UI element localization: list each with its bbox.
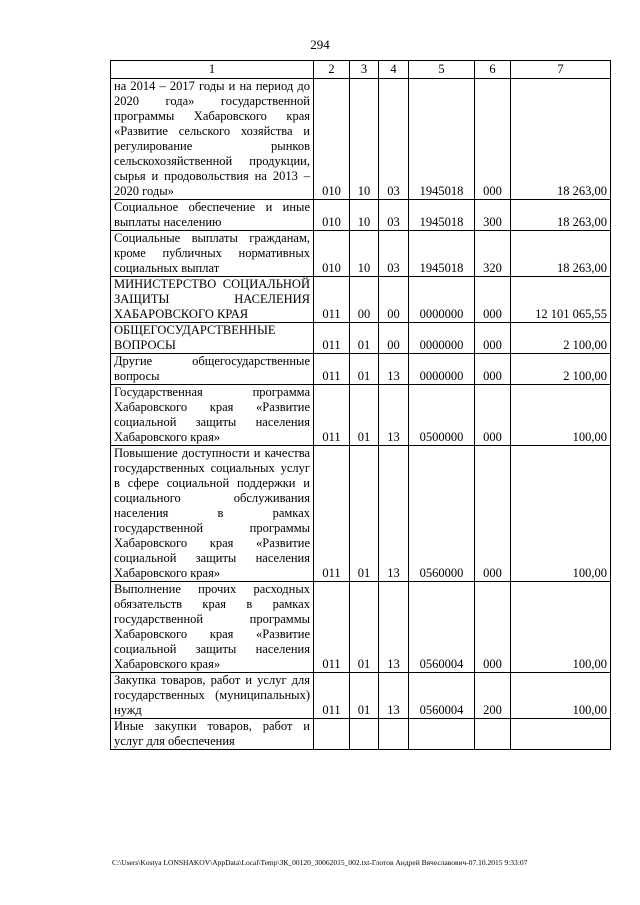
cell-col-2: 011 — [314, 446, 350, 582]
row-description: Социальные выплаты гражданам, кроме публичных нормативных социальных выплат — [111, 231, 314, 277]
cell-col-4: 00 — [379, 323, 409, 354]
row-description: Повышение доступности и качества государственных социальных услуг в сфере социальной поддержки и социального обслуживания населения в рамках государственной программы Хабаровского края «Развитие социальной защиты населения Хабаровского края» — [111, 446, 314, 582]
cell-col-5: 1945018 — [409, 79, 475, 200]
cell-col-5: 0500000 — [409, 385, 475, 446]
header-col-1: 1 — [111, 61, 314, 79]
cell-col-5: 0560004 — [409, 582, 475, 673]
cell-col-5: 1945018 — [409, 200, 475, 231]
cell-col-3: 01 — [350, 354, 379, 385]
table-row — [111, 79, 611, 200]
cell-col-5: 1945018 — [409, 231, 475, 277]
cell-col-3: 01 — [350, 323, 379, 354]
cell-col-5 — [409, 719, 475, 750]
cell-col-4: 13 — [379, 385, 409, 446]
cell-col-6: 000 — [475, 446, 511, 582]
cell-col-2: 010 — [314, 231, 350, 277]
cell-col-5: 0000000 — [409, 277, 475, 323]
cell-col-6: 000 — [475, 277, 511, 323]
footer-file-path: C:\Users\Kostya LONSHAKOV\AppData\Local\Temp\ЗК_00120_30062015_002.txt-Глотов Андрей Вячеславович-07.10.2015 9:33:07 — [112, 858, 528, 867]
table-row — [111, 446, 611, 582]
cell-col-6: 000 — [475, 582, 511, 673]
cell-col-4: 13 — [379, 446, 409, 582]
cell-col-3 — [350, 719, 379, 750]
header-col-5: 5 — [409, 61, 475, 79]
header-row — [111, 61, 611, 79]
cell-amount: 18 263,00 — [511, 231, 611, 277]
cell-col-2: 011 — [314, 385, 350, 446]
row-description: Выполнение прочих расходных обязательств края в рамках государственной программы Хабаровского края «Развитие социальной защиты населения Хабаровского края» — [111, 582, 314, 673]
cell-col-5: 0000000 — [409, 354, 475, 385]
cell-col-6: 000 — [475, 323, 511, 354]
cell-col-4: 00 — [379, 277, 409, 323]
row-description: Закупка товаров, работ и услуг для государственных (муниципальных) нужд — [111, 673, 314, 719]
cell-col-2: 011 — [314, 582, 350, 673]
header-col-2: 2 — [314, 61, 350, 79]
header-col-6: 6 — [475, 61, 511, 79]
cell-col-4: 13 — [379, 673, 409, 719]
row-description: МИНИСТЕРСТВО СОЦИАЛЬНОЙ ЗАЩИТЫ НАСЕЛЕНИЯ ХАБАРОВСКОГО КРАЯ — [111, 277, 314, 323]
cell-col-6: 000 — [475, 385, 511, 446]
cell-col-4 — [379, 719, 409, 750]
cell-col-3: 00 — [350, 277, 379, 323]
row-description: на 2014 – 2017 годы и на период до 2020 года» государственной программы Хабаровского края «Развитие сельского хозяйства и регулирование рынков сельскохозяйственной продукции, сырья и продовольствия на 2013 – 2020 годы» — [111, 79, 314, 200]
row-description: Социальное обеспечение и иные выплаты населению — [111, 200, 314, 231]
table-row — [111, 385, 611, 446]
cell-col-2: 011 — [314, 354, 350, 385]
cell-col-6: 000 — [475, 354, 511, 385]
cell-col-4: 13 — [379, 582, 409, 673]
cell-col-3: 10 — [350, 231, 379, 277]
cell-col-2: 011 — [314, 673, 350, 719]
cell-col-3: 10 — [350, 79, 379, 200]
cell-amount — [511, 719, 611, 750]
header-col-4: 4 — [379, 61, 409, 79]
cell-amount: 18 263,00 — [511, 200, 611, 231]
table-row — [111, 673, 611, 719]
table-row — [111, 200, 611, 231]
cell-col-4: 13 — [379, 354, 409, 385]
cell-col-2: 010 — [314, 79, 350, 200]
cell-col-6: 300 — [475, 200, 511, 231]
cell-amount: 2 100,00 — [511, 323, 611, 354]
table-row — [111, 354, 611, 385]
table-row — [111, 231, 611, 277]
budget-table — [110, 60, 611, 750]
header-col-3: 3 — [350, 61, 379, 79]
cell-col-5: 0000000 — [409, 323, 475, 354]
cell-col-6 — [475, 719, 511, 750]
row-description: Иные закупки товаров, работ и услуг для обеспечения — [111, 719, 314, 750]
header-col-7: 7 — [511, 61, 611, 79]
table-row — [111, 582, 611, 673]
cell-amount: 100,00 — [511, 385, 611, 446]
cell-col-6: 320 — [475, 231, 511, 277]
cell-col-2 — [314, 719, 350, 750]
cell-col-3: 01 — [350, 673, 379, 719]
table-row — [111, 719, 611, 750]
table-row — [111, 277, 611, 323]
cell-col-3: 10 — [350, 200, 379, 231]
cell-amount: 100,00 — [511, 446, 611, 582]
cell-amount: 12 101 065,55 — [511, 277, 611, 323]
row-description: Государственная программа Хабаровского края «Развитие социальной защиты населения Хабаровского края» — [111, 385, 314, 446]
cell-col-2: 010 — [314, 200, 350, 231]
cell-col-2: 011 — [314, 277, 350, 323]
cell-amount: 18 263,00 — [511, 79, 611, 200]
cell-col-4: 03 — [379, 200, 409, 231]
cell-amount: 100,00 — [511, 673, 611, 719]
cell-amount: 100,00 — [511, 582, 611, 673]
cell-col-3: 01 — [350, 582, 379, 673]
row-description: ОБЩЕГОСУДАРСТВЕННЫЕ ВОПРОСЫ — [111, 323, 314, 354]
cell-col-6: 200 — [475, 673, 511, 719]
cell-col-5: 0560000 — [409, 446, 475, 582]
page-number: 294 — [310, 37, 330, 52]
row-description: Другие общегосударственные вопросы — [111, 354, 314, 385]
table-row — [111, 323, 611, 354]
cell-col-5: 0560004 — [409, 673, 475, 719]
cell-col-2: 011 — [314, 323, 350, 354]
cell-amount: 2 100,00 — [511, 354, 611, 385]
cell-col-4: 03 — [379, 231, 409, 277]
cell-col-6: 000 — [475, 79, 511, 200]
cell-col-4: 03 — [379, 79, 409, 200]
cell-col-3: 01 — [350, 446, 379, 582]
cell-col-3: 01 — [350, 385, 379, 446]
